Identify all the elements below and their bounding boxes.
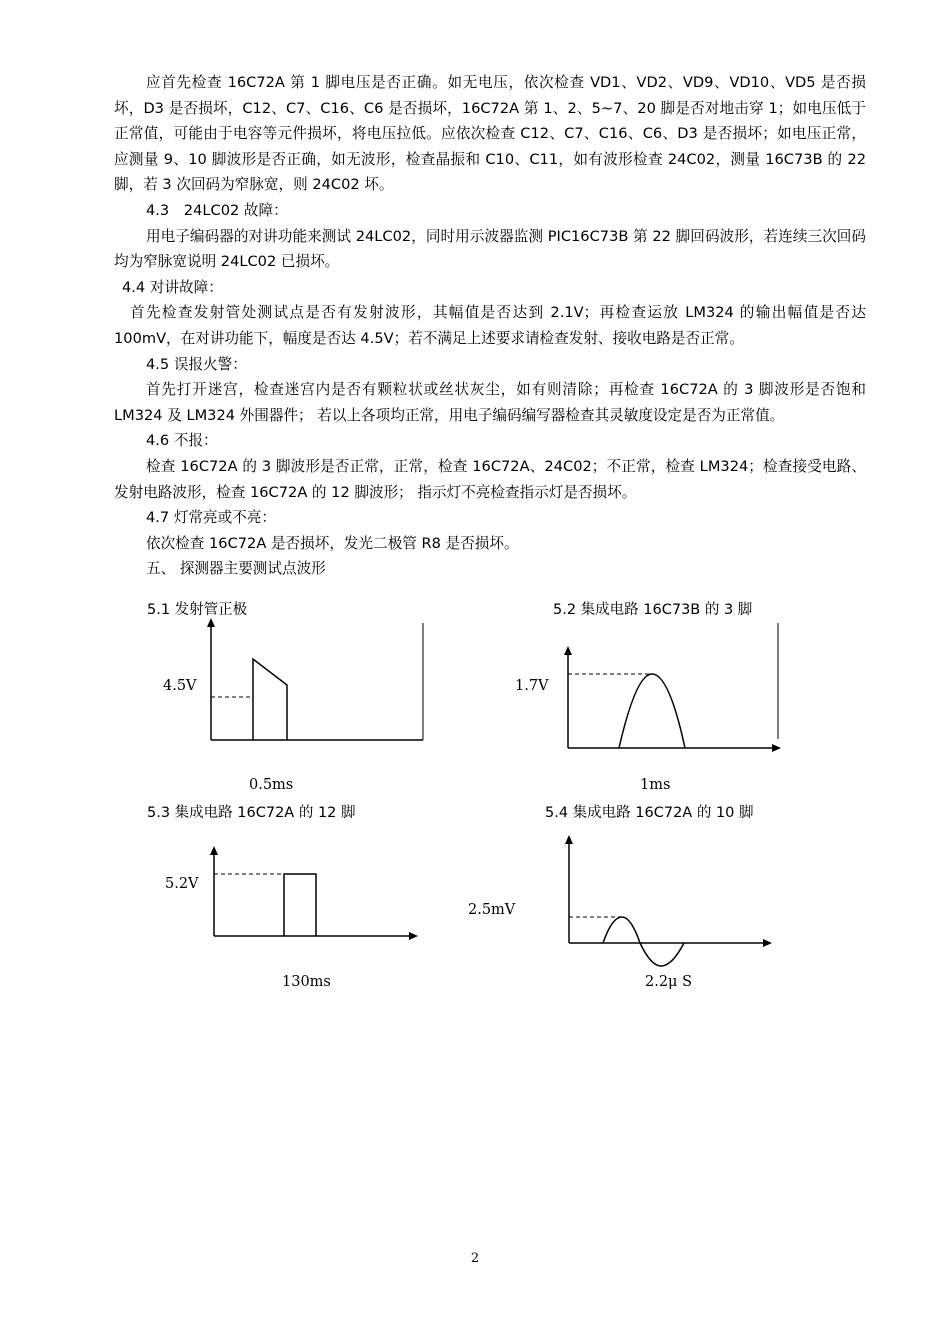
paragraph-no-alarm: 检查 16C72A 的 3 脚波形是否正常，正常，检查 16C72A、24C02；不正常，检查 LM324；检查接受电路、发射电路波形，检查 16C72A 的 12 脚波形； 指示灯不亮检查指示灯是否损坏。 <box>114 457 866 501</box>
heading-4-6: 4.6 不报： <box>146 432 218 450</box>
figure-5-3-waveform <box>200 840 425 945</box>
figure-5-1-title: 5.1 发射管正极 <box>147 602 248 618</box>
figure-5-4-title: 5.4 集成电路 16C72A 的 10 脚 <box>545 805 754 821</box>
paragraph-24lc02: 用电子编码器的对讲功能来测试 24LC02，同时用示波器监测 PIC16C73B 第 22 脚回码波形，若连续三次回码均为窄脉宽说明 24LC02 已损坏。 <box>114 227 866 271</box>
figure-5-4-level-label: 2.5mV <box>468 902 516 918</box>
figure-5-4-waveform <box>560 825 785 975</box>
figure-5-1-level-label: 4.5V <box>163 678 197 694</box>
paragraph-power-check: 应首先检查 16C72A 第 1 脚电压是否正确。如无电压，依次检查 VD1、VD2、VD9、VD10、VD5 是否损坏，D3 是否损坏，C12、C7、C16、C6 是否损坏，16C72A 第 1、2、5~7、20 脚是否对地击穿 1；如电压低于正常值，可能由于电容等元件损坏，将电压拉低。应依次检查 C12、C7、C16、C6、D3 是否损坏；如电压正常，应测量 9、10 脚波形是否正确，如无波形，检查晶振和 C10、C11，如有波形检查 24C02，测量 16C73B 的 22 脚，若 3 次回码为窄脉宽，则 24C02 坏。 <box>114 74 866 194</box>
figure-5-4-time-label: 2.2μ S <box>645 974 693 990</box>
page-number: 2 <box>470 1251 480 1266</box>
paragraph-intercom: 首先检查发射管处测试点是否有发射波形，其幅值是否达到 2.1V；再检查运放 LM324 的输出幅值是否达 100mV，在对讲功能下，幅度是否达 4.5V；若不满足上述要求请检查发射、接收电路是否正常。 <box>114 304 866 347</box>
figure-5-2-title: 5.2 集成电路 16C73B 的 3 脚 <box>553 602 753 618</box>
figure-5-3-level-label: 5.2V <box>165 876 199 892</box>
figure-5-3-time-label: 130ms <box>282 974 331 990</box>
heading-4-5: 4.5 误报火警： <box>146 355 247 373</box>
heading-4-3: 4.3 24LC02 故障： <box>146 201 288 219</box>
heading-4-7: 4.7 灯常亮或不亮： <box>146 509 277 527</box>
body-text <box>114 70 866 582</box>
figure-5-2-time-label: 1ms <box>640 777 671 793</box>
figure-5-2-level-label: 1.7V <box>515 678 549 694</box>
heading-5: 五、 探测器主要测试点波形 <box>146 560 326 578</box>
figure-5-3-title: 5.3 集成电路 16C72A 的 12 脚 <box>147 805 356 821</box>
figure-5-1-time-label: 0.5ms <box>249 777 294 793</box>
figure-5-2-waveform <box>560 615 790 760</box>
heading-4-4: 4.4 对讲故障： <box>122 278 223 296</box>
paragraph-false-alarm: 首先打开迷宫，检查迷宫内是否有颗粒状或丝状灰尘，如有则清除；再检查 16C72A 的 3 脚波形是否饱和 LM324 及 LM324 外围器件； 若以上各项均正常，用电子编码编写器检查其灵敏度设定是否为正常值。 <box>114 381 866 424</box>
paragraph-lamp: 依次检查 16C72A 是否损坏，发光二极管 R8 是否损坏。 <box>146 534 519 552</box>
